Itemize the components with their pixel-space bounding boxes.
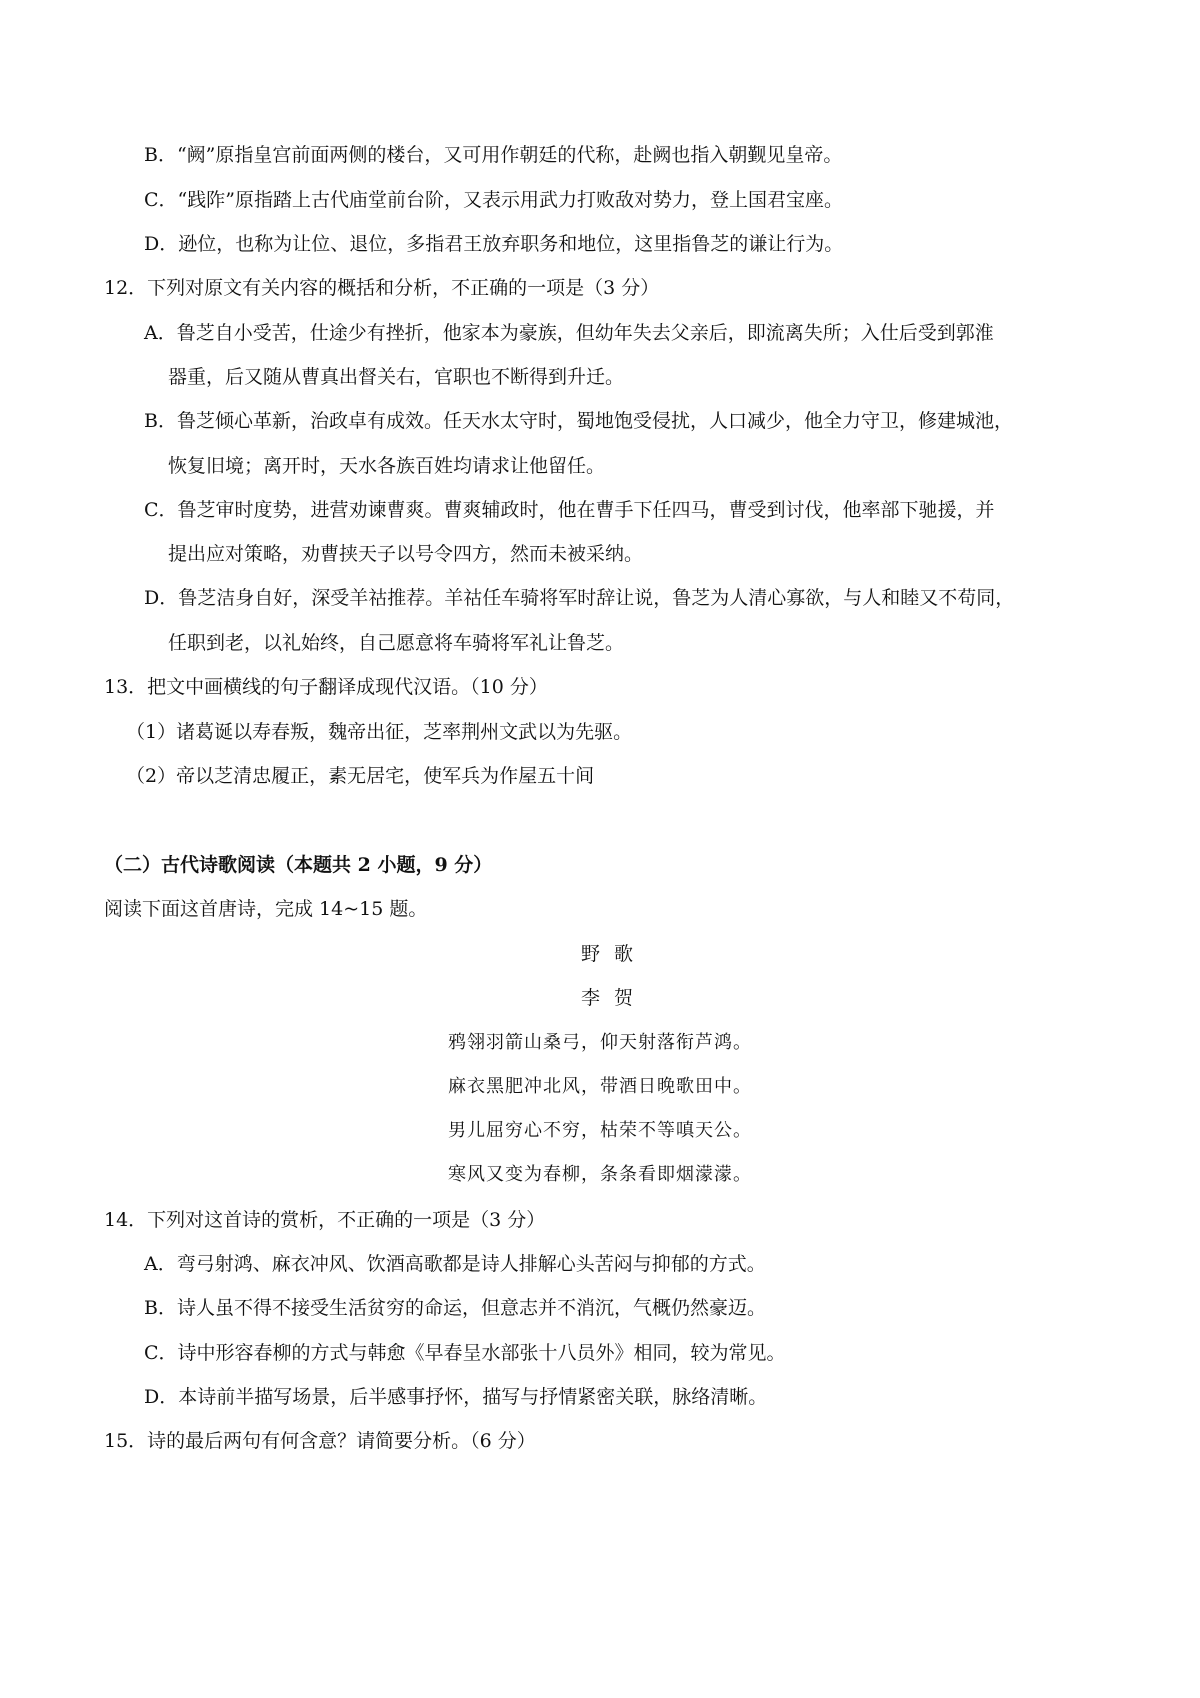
q12-option-d-line1: D．鲁芝洁身自好，深受羊祜推荐。羊祜任车骑将军时辞让说，鲁芝为人清心寡欲，与人和睦又不苟同， — [144, 587, 1015, 609]
q14-option-d: D．本诗前半描写场景，后半感事抒怀，描写与抒情紧密关联，脉络清晰。 — [144, 1386, 768, 1408]
poem-line-2: 麻衣黑肥冲北风，带酒日晚歌田中。 — [448, 1076, 752, 1097]
q14-option-b: B．诗人虽不得不接受生活贫穷的命运，但意志并不消沉，气概仍然豪迈。 — [144, 1297, 766, 1319]
poem-title: 野歌 — [580, 943, 647, 965]
section-intro: 阅读下面这首唐诗，完成 14~15 题。 — [104, 898, 428, 920]
poem-line-1: 鸦翎羽箭山桑弓，仰天射落衔芦鸿。 — [448, 1032, 752, 1053]
q13-stem: 13．把文中画横线的句子翻译成现代汉语。（10 分） — [104, 676, 548, 698]
q12-option-a-line1: A．鲁芝自小受苦，仕途少有挫折，他家本为豪族，但幼年失去父亲后，即流离失所；入仕后受到郭淮 — [144, 322, 994, 344]
q12-option-b-line2: 恢复旧境；离开时，天水各族百姓均请求让他留任。 — [168, 455, 606, 477]
q13-item-2: （2）帝以芝清忠履正，素无居宅，使军兵为作屋五十间 — [126, 765, 595, 787]
q14-option-a: A．弯弓射鸿、麻衣冲风、饮酒高歌都是诗人排解心头苦闷与抑郁的方式。 — [144, 1253, 766, 1275]
q12-option-c-line1: C．鲁芝审时度势，进营劝谏曹爽。曹爽辅政时，他在曹手下任四马，曹受到讨伐，他率部下驰援，并 — [144, 499, 995, 521]
q12-stem: 12．下列对原文有关内容的概括和分析，不正确的一项是（3 分） — [104, 277, 660, 299]
poem-line-4: 寒风又变为春柳，条条看即烟濛濛。 — [448, 1164, 752, 1185]
q12-option-a-line2: 器重，后又随从曹真出督关右，官职也不断得到升迁。 — [168, 366, 625, 388]
q12-option-d-line2: 任职到老，以礼始终，自己愿意将车骑将军礼让鲁芝。 — [168, 632, 625, 654]
q11-option-d: D．逊位，也称为让位、退位，多指君王放弃职务和地位，这里指鲁芝的谦让行为。 — [144, 233, 844, 255]
q13-item-1: （1）诸葛诞以寿春叛，魏帝出征，芝率荆州文武以为先驱。 — [126, 721, 633, 743]
poem-author: 李贺 — [580, 987, 647, 1009]
q12-option-b-line1: B．鲁芝倾心革新，治政卓有成效。任天水太守时，蜀地饱受侵扰，人口减少，他全力守卫，修建城池， — [144, 410, 1013, 432]
q12-option-c-line2: 提出应对策略，劝曹挟天子以号令四方，然而未被采纳。 — [168, 543, 644, 565]
q11-option-c: C．“践阼”原指踏上古代庙堂前台阶，又表示用武力打败敌对势力，登上国君宝座。 — [144, 189, 843, 211]
poem-line-3: 男儿屈穷心不穷，枯荣不等嗔天公。 — [448, 1120, 752, 1141]
q14-option-c: C．诗中形容春柳的方式与韩愈《早春呈水部张十八员外》相同，较为常见。 — [144, 1342, 786, 1364]
q14-stem: 14．下列对这首诗的赏析，不正确的一项是（3 分） — [104, 1209, 546, 1231]
q11-option-b: B．“阙”原指皇宫前面两侧的楼台，又可用作朝廷的代称，赴阙也指入朝觐见皇帝。 — [144, 144, 843, 166]
section-heading: （二）古代诗歌阅读（本题共 2 小题，9 分） — [104, 854, 493, 876]
q15-stem: 15．诗的最后两句有何含意？请简要分析。（6 分） — [104, 1430, 536, 1452]
